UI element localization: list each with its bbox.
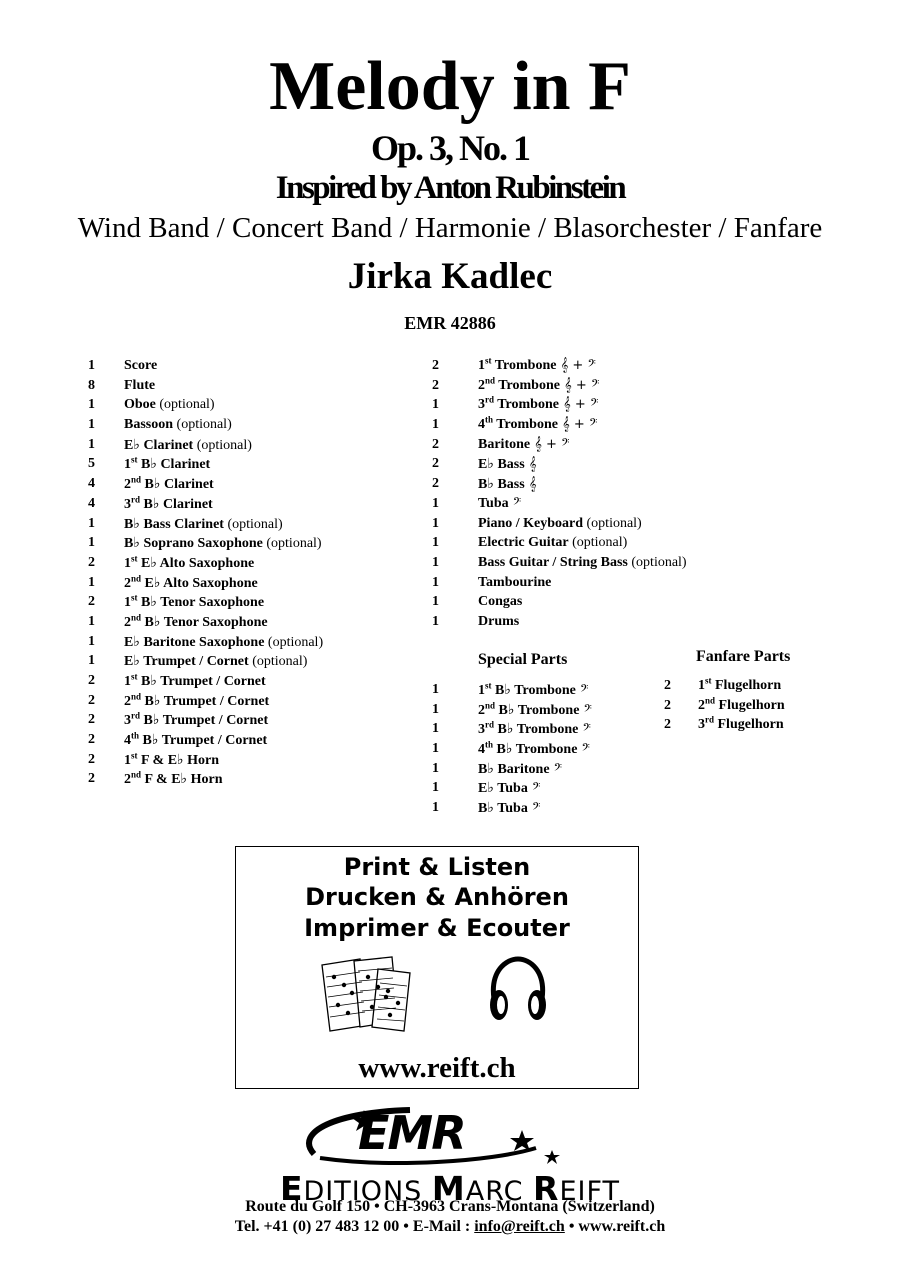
part-row: [88, 437, 418, 457]
part-quantity: 2: [88, 712, 95, 728]
part-name: E♭ Bass 𝄞: [478, 457, 537, 473]
composer-name: Jirka Kadlec: [347, 256, 553, 297]
part-quantity: 8: [88, 377, 95, 393]
fanfare-parts-list: [664, 675, 844, 737]
part-name: Bassoon (optional): [124, 417, 232, 433]
part-quantity: 1: [88, 515, 95, 531]
part-quantity: 1: [88, 436, 95, 452]
special-part-row: [432, 682, 652, 702]
part-row: [432, 414, 752, 437]
sheet-music-icon: [318, 955, 418, 1035]
part-name: Tambourine: [478, 574, 552, 590]
part-name: Score: [124, 358, 158, 373]
part-row: [88, 653, 418, 673]
special-part-row: [432, 741, 652, 761]
part-quantity: 1: [88, 633, 95, 649]
part-quantity: 2: [88, 673, 95, 688]
part-quantity: 1: [432, 397, 439, 413]
part-quantity: 1: [88, 653, 95, 669]
special-parts-heading: Special Parts: [478, 651, 568, 668]
part-quantity: 1: [88, 397, 95, 413]
part-row: [88, 771, 418, 791]
part-name: Oboe (optional): [124, 397, 215, 413]
part-name: B♭ Bass Clarinet (optional): [124, 516, 283, 532]
part-name: 4th B♭ Trumpet / Cornet: [124, 730, 268, 749]
part-row: [88, 673, 418, 693]
part-name: E♭ Trumpet / Cornet (optional): [124, 654, 308, 670]
part-quantity: 1: [88, 613, 95, 629]
part-name: 4th B♭ Trombone 𝄢: [478, 739, 590, 758]
promo-line-3: Imprimer & Ecouter: [304, 914, 570, 942]
part-row: [88, 516, 418, 536]
part-quantity: 1: [432, 682, 439, 697]
part-name: Congas: [478, 594, 523, 610]
parts-list-left: [88, 358, 418, 791]
part-quantity: 2: [88, 554, 95, 570]
part-name: 1st B♭ Trumpet / Cornet: [124, 671, 266, 689]
part-row: [88, 476, 418, 496]
part-name: Tuba 𝄢: [478, 495, 522, 511]
part-quantity: 4: [88, 476, 95, 492]
print-listen-box: [235, 846, 639, 1089]
part-row: [88, 456, 418, 476]
special-part-row: [432, 702, 652, 722]
part-name: 2nd F & E♭ Horn: [124, 769, 223, 788]
part-name: B♭ Baritone 𝄢: [478, 761, 563, 777]
part-row: [88, 634, 418, 654]
part-quantity: 2: [432, 436, 439, 452]
part-name: 1st Flugelhorn: [698, 675, 782, 693]
part-name: 1st B♭ Tenor Saxophone: [124, 592, 265, 611]
part-row: [88, 397, 418, 417]
part-name: B♭ Tuba 𝄢: [478, 801, 541, 817]
part-row: [88, 594, 418, 614]
email-link[interactable]: info@reift.ch: [474, 1218, 565, 1235]
part-name: 2nd B♭ Tenor Saxophone: [124, 612, 268, 630]
part-quantity: 1: [88, 417, 95, 433]
part-name: 3rd B♭ Trumpet / Cornet: [124, 710, 269, 729]
part-quantity: 1: [432, 574, 439, 590]
part-quantity: 1: [432, 741, 439, 757]
emr-logo-text: EMR: [358, 1106, 465, 1160]
part-row: [88, 535, 418, 555]
part-quantity: 2: [664, 697, 671, 713]
part-name: 2nd B♭ Trombone 𝄢: [478, 700, 592, 718]
part-row: [432, 555, 752, 575]
part-name: 1st B♭ Clarinet: [124, 454, 211, 473]
fanfare-parts-heading: Fanfare Parts: [696, 648, 791, 665]
part-quantity: 2: [664, 678, 671, 693]
part-quantity: 2: [432, 358, 439, 373]
part-name: 1st Trombone 𝄞 + 𝄢: [478, 355, 596, 373]
ensemble-line: Wind Band / Concert Band / Harmonie / Blasorchester / Fanfare: [77, 212, 823, 244]
part-quantity: 2: [88, 594, 95, 610]
part-name: 2nd B♭ Trumpet / Cornet: [124, 691, 270, 709]
part-name: 2nd E♭ Alto Saxophone: [124, 572, 258, 591]
part-row: [88, 614, 418, 634]
catalog-number: EMR 42886: [404, 313, 496, 333]
part-row: [432, 594, 752, 614]
part-row: [88, 572, 418, 595]
part-quantity: 1: [432, 613, 439, 629]
publisher-contact: Tel. +41 (0) 27 483 12 00 • E-Mail : info@reift.ch • www.reift.ch: [234, 1218, 666, 1235]
part-quantity: 1: [88, 358, 95, 373]
part-name: Drums: [478, 613, 520, 629]
part-name: 2nd Trombone 𝄞 + 𝄢: [478, 375, 600, 393]
part-quantity: 4: [88, 495, 95, 511]
part-row: [88, 358, 418, 378]
special-part-row: [432, 780, 652, 800]
fanfare-part-row: [664, 714, 844, 737]
part-quantity: 1: [88, 535, 95, 551]
part-name: 1st B♭ Trombone 𝄢: [478, 680, 589, 698]
part-row: [432, 355, 752, 378]
part-row: [432, 476, 752, 496]
part-quantity: 2: [432, 377, 439, 393]
headphones-icon: [486, 955, 550, 1025]
part-quantity: 1: [432, 780, 439, 796]
part-quantity: 1: [432, 760, 439, 776]
part-quantity: 2: [88, 751, 95, 767]
part-quantity: 2: [88, 732, 95, 748]
part-quantity: 2: [88, 692, 95, 708]
part-row: [88, 732, 418, 752]
part-name: E♭ Baritone Saxophone (optional): [124, 634, 324, 650]
part-row: [432, 437, 752, 457]
publisher-name: EDITIONS MARC REIFT: [279, 1169, 621, 1208]
special-parts-list: [432, 682, 652, 820]
page-title: Melody in F: [269, 48, 631, 125]
part-name: 4th Trombone 𝄞 + 𝄢: [478, 414, 598, 433]
part-row: [88, 555, 418, 575]
part-name: Electric Guitar (optional): [478, 535, 628, 551]
part-row: [432, 394, 752, 417]
part-row: [432, 535, 752, 555]
part-row: [88, 378, 418, 398]
part-row: [88, 693, 418, 713]
part-row: [432, 575, 752, 595]
promo-line-2: Drucken & Anhören: [305, 883, 569, 911]
part-row: [88, 496, 418, 516]
part-name: 1st F & E♭ Horn: [124, 750, 220, 768]
part-row: [432, 456, 752, 476]
part-name: Baritone 𝄞 + 𝄢: [478, 436, 570, 452]
part-quantity: 1: [432, 721, 439, 737]
part-quantity: 1: [432, 800, 439, 816]
part-row: [88, 712, 418, 732]
special-part-row: [432, 761, 652, 781]
part-name: 1st E♭ Alto Saxophone: [124, 553, 255, 571]
part-quantity: 1: [432, 535, 439, 551]
part-row: [432, 496, 752, 516]
part-name: 2nd B♭ Clarinet: [124, 474, 214, 493]
special-part-row: [432, 721, 652, 741]
part-quantity: 2: [664, 717, 671, 733]
part-name: Bass Guitar / String Bass (optional): [478, 554, 687, 570]
part-name: 3rd B♭ Trombone 𝄢: [478, 719, 591, 738]
part-quantity: 5: [88, 456, 95, 472]
part-name: Flute: [124, 377, 156, 393]
fanfare-part-row: [664, 695, 844, 718]
promo-website[interactable]: www.reift.ch: [358, 1052, 516, 1084]
part-name: 3rd B♭ Clarinet: [124, 494, 213, 512]
part-quantity: 2: [432, 476, 439, 492]
parts-list-right: [432, 355, 752, 634]
part-quantity: 1: [432, 495, 439, 511]
part-name: Piano / Keyboard (optional): [478, 515, 642, 531]
part-name: E♭ Tuba 𝄢: [478, 781, 541, 797]
part-quantity: 1: [88, 574, 95, 590]
part-quantity: 1: [432, 701, 439, 717]
part-quantity: 1: [432, 417, 439, 433]
part-name: 3rd Flugelhorn: [698, 714, 784, 733]
publisher-address: Route du Golf 150 • CH-3963 Crans-Montana (Switzerland): [245, 1198, 655, 1215]
part-name: 2nd Flugelhorn: [698, 695, 785, 713]
part-row: [88, 417, 418, 437]
part-quantity: 1: [432, 554, 439, 570]
part-quantity: 1: [432, 515, 439, 531]
part-name: E♭ Clarinet (optional): [124, 437, 252, 453]
part-name: B♭ Bass 𝄞: [478, 477, 537, 493]
part-row: [88, 752, 418, 772]
part-row: [432, 516, 752, 536]
part-row: [432, 375, 752, 398]
part-quantity: 1: [432, 594, 439, 610]
fanfare-part-row: [664, 675, 844, 698]
promo-line-1: Print & Listen: [343, 853, 531, 881]
special-part-row: [432, 800, 652, 820]
part-row: [432, 614, 752, 634]
part-name: B♭ Soprano Saxophone (optional): [124, 536, 322, 552]
inspired-by: Inspired by Anton Rubinstein: [275, 170, 625, 206]
part-quantity: 2: [432, 456, 439, 472]
part-name: 3rd Trombone 𝄞 + 𝄢: [478, 394, 599, 413]
part-quantity: 2: [88, 771, 95, 787]
opus-number: Op. 3, No. 1: [370, 128, 530, 168]
